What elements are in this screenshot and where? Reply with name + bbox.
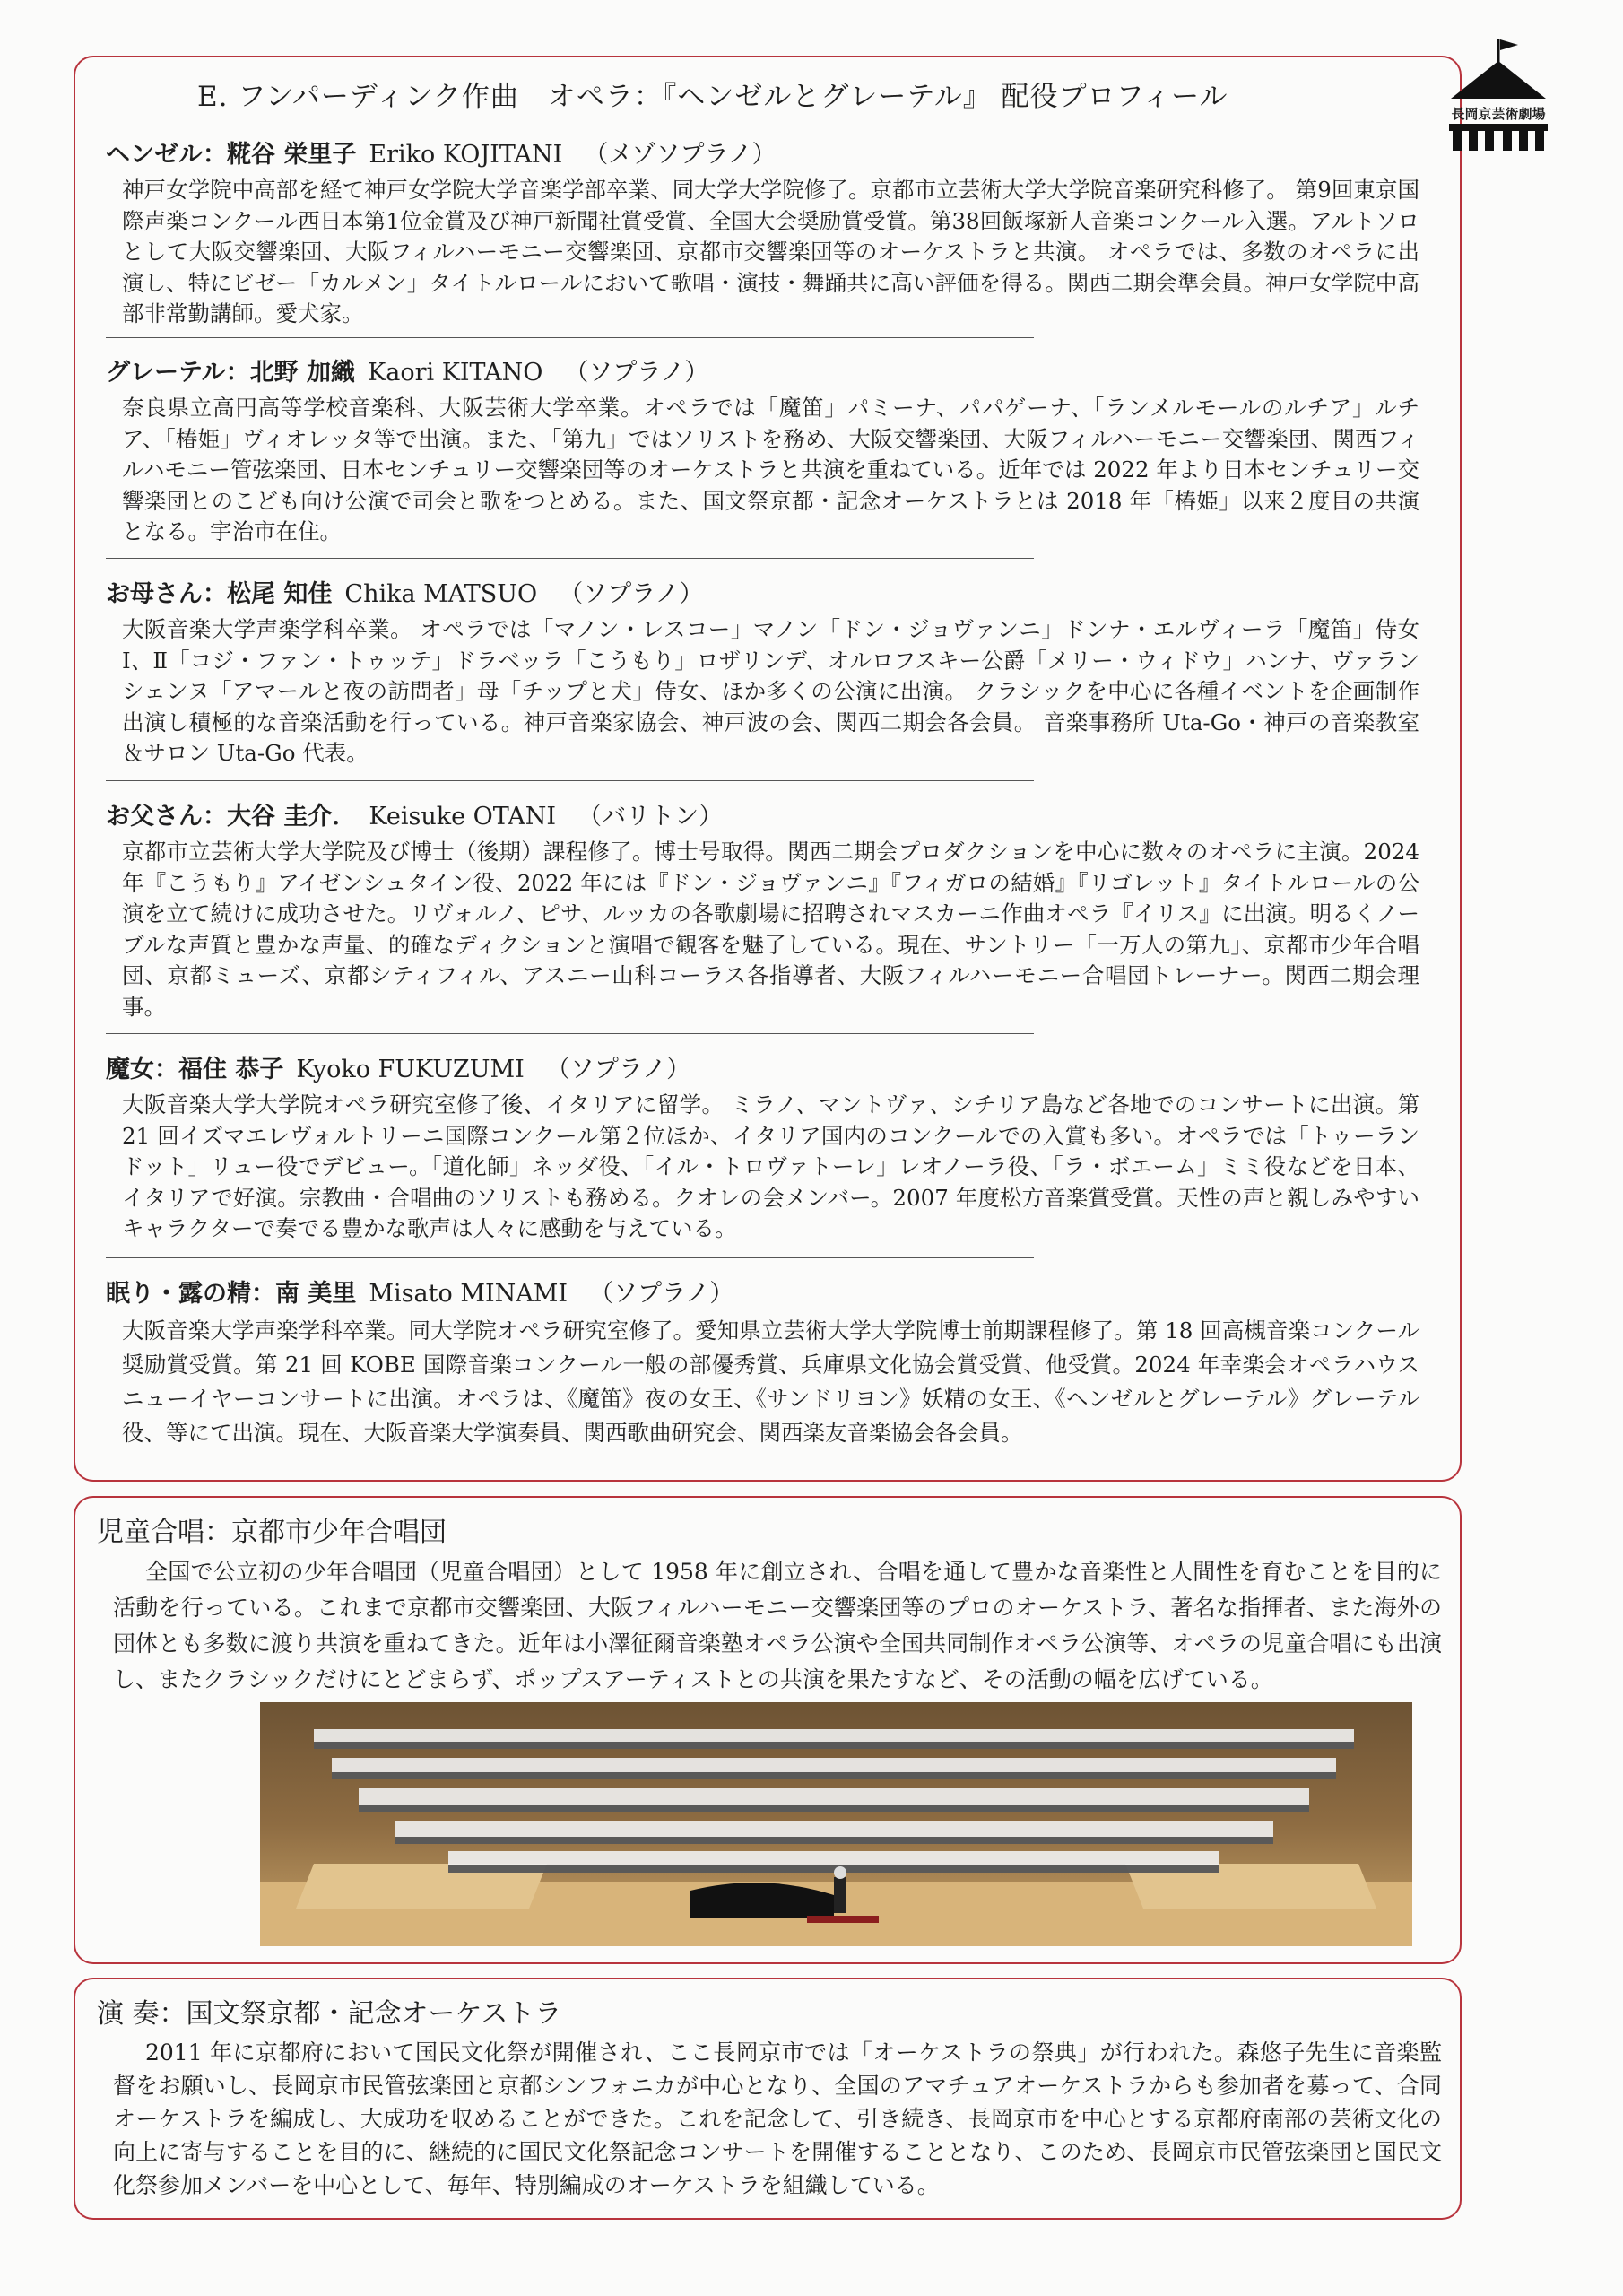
profile-sandman [106,1274,1419,1450]
logo-text: 長岡京芸術劇場 [1451,106,1546,122]
profile-bio: 神戸女学院中高部を経て神戸女学院大学音楽学部卒業、同大学大学院修了。京都市立芸術大学大学院音楽研究科修了。 第9回東京国際声楽コンクール西日本第1位金賞及び神戸新聞社賞受賞、全国大会奨励賞受賞。第38回飯塚新人音楽コンクール入選。アルトソロとして大阪交響楽団、大阪フィルハーモニー交響楽団、京都市交響楽団等のオーケストラと共演。 オペラでは、多数のオペラに出演し、特にビゼー「カルメン」タイトルロールにおいて歌唱・演技・舞踊共に高い評価を得る。関西二期会準会員。神戸女学院中高部非常勤講師。愛犬家。 [122,177,1419,326]
role-name: お父さん：大谷 圭介． [106,803,357,831]
page-title: E. フンパーディンク作曲 オペラ：『ヘンゼルとグレーテル』 配役プロフィール [197,81,1228,113]
role-name: お母さん：松尾 知佳 [106,580,333,608]
profile-hansel [106,135,1419,330]
choir-body: 全国で公立初の少年合唱団（児童合唱団）として 1958 年に創立され、合唱を通して豊かな音楽性と人間性を育むことを目的に活動を行っている。これまで京都市交響楽団、大阪フィルハーモニー交響楽団等のプロのオーケストラ、著名な指揮者、また海外の団体とも多数に渡り共演を重ねてきた。近年は小澤征爾音楽塾オペラ公演や全国共同制作オペラ公演等、オペラの児童合唱にも出演し、またクラシックだけにとどまらず、ポップスアーティストとの共演を果たすなど、その活動の幅を広げている。 [113,1559,1442,1692]
orchestra-heading: 演 奏：国文祭京都・記念オーケストラ [97,1998,562,2030]
voice-type: （ソプラノ） [559,580,704,608]
name-en: Misato MINAMI [369,1280,568,1308]
divider [106,1257,1034,1258]
name-en: Kyoko FUKUZUMI [296,1056,525,1083]
voice-type: （ソプラノ） [564,359,709,387]
role-name: グレーテル：北野 加織 [106,359,356,387]
profile-bio: 奈良県立高円高等学校音楽科、大阪芸術大学卒業。オペラでは「魔笛」パミーナ、パパゲーナ、「ランメルモールのルチア」ルチア、「椿姫」ヴィオレッタ等で出演。また、「第九」ではソリストを務め、大阪交響楽団、大阪フィルハーモニー交響楽団、関西フィルハモニー管弦楽団、日本センチュリー交響楽団等のオーケストラと共演を重ねている。近年では 2022 年より日本センチュリー交響楽団とのこども向け公演で司会と歌をつとめる。また、国文祭京都・記念オーケストラとは 2018 年「椿姫」以来２度目の共演となる。宇治市在住。 [122,395,1419,544]
role-name: ヘンゼル：糀谷 栄里子 [106,141,357,169]
profile-bio: 大阪音楽大学大学院オペラ研究室修了後、イタリアに留学。 ミラノ、マントヴァ、シチリア島など各地でのコンサートに出演。第 21 回イズマエレヴォルトリーニ国際コンクール第２位ほか、イタリア国内のコンクールでの入賞も多い。オペラでは「トゥーランドット」リュー役でデビュー。「道化師」ネッダ役、「イル・トロヴァトーレ」レオノーラ役、「ラ・ボエーム」ミミ役などを日本、イタリアで好演。宗教曲・合唱曲のソリストも務める。クオレの会メンバー。2007 年度松方音楽賞受賞。天性の声と親しみやすいキャラクターで奏でる豊かな歌声は人々に感動を与えている。 [122,1091,1419,1241]
voice-type: （バリトン） [577,803,724,831]
orchestra-body: 2011 年に京都府において国民文化祭が開催され、ここ長岡京市では「オーケストラの祭典」が行われた。森悠子先生に音楽監督をお願いし、長岡京市民管弦楽団と京都シンフォニカが中心となり、全国のアマチュアオーケストラからも参加者を募って、合同オーケストラを編成し、大成功を収めることができた。これを記念して、引き続き、長岡京市を中心とする京都府南部の芸術文化の向上に寄与することを目的に、継続的に国民文化祭記念コンサートを開催することとなり、このため、長岡京市民管弦楽団と国民文化祭参加メンバーを中心として、毎年、特別編成のオーケストラを組織している。 [113,2039,1442,2198]
circus-tent-icon [1433,36,1564,152]
name-en: Eriko KOJITANI [369,141,563,169]
profile-bio: 大阪音楽大学声楽学科卒業。 オペラでは「マノン・レスコー」マノン「ドン・ジョヴァンニ」ドンナ・エルヴィーラ「魔笛」侍女Ⅰ、Ⅱ「コジ・ファン・トゥッテ」ドラベッラ「こうもり」ロザリンデ、オルロフスキー公爵「メリー・ウィドウ」ハンナ、ヴァランシェンヌ「アマールと夜の訪問者」母「チップと犬」侍女、ほか多くの公演に出演。 クラシックを中心に各種イベントを企画制作出演し積極的な音楽活動を行っている。神戸音楽家協会、神戸波の会、関西二期会各会員。 音楽事務所 Uta-Go・神戸の音楽教室＆サロン Uta-Go 代表。 [122,616,1419,766]
header-rule [1103,56,1426,57]
profile-mother [106,574,1419,770]
profile-bio: 大阪音楽大学声楽学科卒業。同大学院オペラ研究室修了。愛知県立芸術大学大学院博士前期課程修了。第 18 回高槻音楽コンクール奨励賞受賞。第 21 回 KOBE 国際音楽コンクール一般の部優秀賞、兵庫県文化協会賞受賞、他受賞。2024 年幸楽会オペラハウスニューイヤーコンサートに出演。オペラは、《魔笛》夜の女王、《サンドリヨン》妖精の女王、《ヘンゼルとグレーテル》グレーテル役、等にて出演。現在、大阪音楽大学演奏員、関西歌曲研究会、関西楽友音楽協会各会員。 [122,1318,1419,1446]
choir-section [97,1509,1442,1698]
choir-photo [260,1702,1412,1946]
theater-logo [1433,36,1564,152]
profile-gretel [106,352,1419,548]
choir-concert-image [260,1702,1412,1946]
profile-father [106,796,1419,1022]
voice-type: （ソプラノ） [545,1056,691,1083]
divider [106,780,1034,781]
profile-witch [106,1049,1419,1245]
voice-type: （ソプラノ） [589,1280,734,1308]
voice-type: （メゾソプラノ） [584,141,777,169]
choir-heading: 児童合唱：京都市少年合唱団 [97,1517,447,1548]
orchestra-section [97,1991,1442,2202]
divider [106,337,1034,338]
name-en: Kaori KITANO [368,359,543,387]
name-en: Chika MATSUO [344,580,538,608]
divider [106,1033,1034,1034]
divider [106,558,1034,559]
role-name: 眠り・露の精：南 美里 [106,1280,357,1308]
name-en: Keisuke OTANI [369,803,557,831]
role-name: 魔女：福住 恭子 [106,1056,284,1083]
profile-bio: 京都市立芸術大学大学院及び博士（後期）課程修了。博士号取得。関西二期会プロダクションを中心に数々のオペラに主演。2024 年『こうもり』アイゼンシュタイン役、2022 年には『ドン・ジョヴァンニ』『フィガロの結婚』『リゴレット』タイトルロールの公演を立て続けに成功させた。リヴォルノ、ピサ、ルッカの各歌劇場に招聘されマスカーニ作曲オペラ『イリス』に出演。明るくノーブルな声質と豊かな声量、的確なディクションと演唱で観客を魅了している。現在、サントリー「一万人の第九」、京都市少年合唱団、京都ミューズ、京都シティフィル、アスニー山科コーラス各指導者、大阪フィルハーモニー合唱団トレーナー。関西二期会理事。 [122,839,1419,1020]
